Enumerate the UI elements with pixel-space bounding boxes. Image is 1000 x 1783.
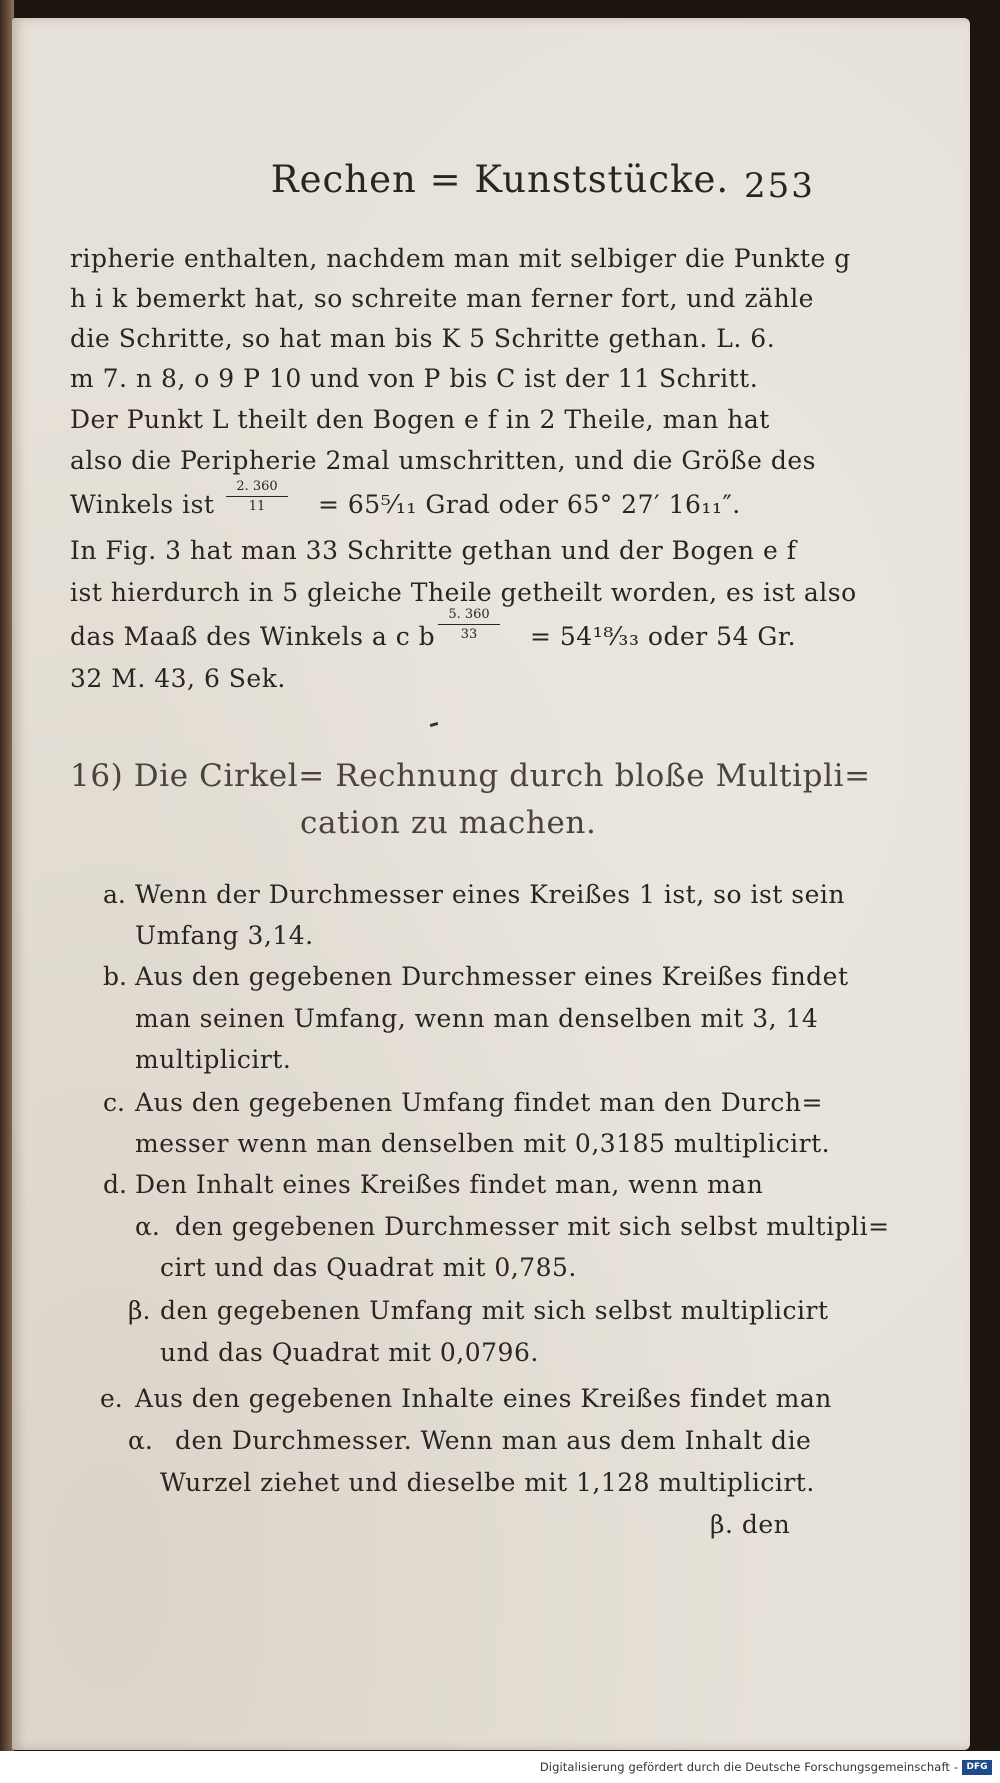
list-item-line: den Durchmesser. Wenn man aus dem Inhalt die <box>175 1426 812 1455</box>
list-item-line: multiplicirt. <box>135 1045 292 1074</box>
footer-credit: Digitalisierung gefördert durch die Deutsche Forschungsgemeinschaft - <box>539 1760 958 1774</box>
paragraph-line: die Schritte, so hat man bis K 5 Schritte gethan. L. 6. <box>70 324 776 353</box>
list-item-line: Aus den gegebenen Umfang findet man den Durch= <box>135 1088 823 1117</box>
list-item-line: messer wenn man denselben mit 0,3185 multiplicirt. <box>135 1129 831 1158</box>
list-marker: a. <box>103 880 126 909</box>
list-item-line: und das Quadrat mit 0,0796. <box>160 1338 539 1367</box>
paragraph-line: = 54¹⁸⁄₃₃ oder 54 Gr. <box>530 622 797 651</box>
paragraph-line: ripherie enthalten, nachdem man mit selbiger die Punkte g <box>70 244 851 273</box>
list-marker: c. <box>103 1088 125 1117</box>
list-marker: b. <box>103 962 127 991</box>
list-item-line: Wurzel ziehet und dieselbe mit 1,128 multiplicirt. <box>160 1468 815 1497</box>
paragraph-line: In Fig. 3 hat man 33 Schritte gethan und der Bogen e f <box>70 536 797 565</box>
dfg-logo: DFG <box>962 1760 992 1775</box>
list-marker: α. <box>135 1212 160 1241</box>
fraction-numerator: 2. 360 <box>236 479 278 494</box>
fraction-expression <box>438 608 500 642</box>
paragraph-line: also die Peripherie 2mal umschritten, und die Größe des <box>70 446 816 475</box>
fraction-bar <box>438 624 500 625</box>
paragraph-line: ist hierdurch in 5 gleiche Theile getheilt worden, es ist also <box>70 578 857 607</box>
list-marker: β. <box>128 1296 151 1325</box>
list-item-line: den gegebenen Durchmesser mit sich selbst multipli= <box>175 1212 890 1241</box>
list-item-line: den gegebenen Umfang mit sich selbst multiplicirt <box>160 1296 829 1325</box>
list-item-line: cirt und das Quadrat mit 0,785. <box>160 1253 577 1282</box>
fraction-expression <box>226 480 288 514</box>
list-item-line: Wenn der Durchmesser eines Kreißes 1 ist, so ist sein <box>135 880 845 909</box>
paragraph-line: m 7. n 8, o 9 P 10 und von P bis C ist der 11 Schritt. <box>70 364 759 393</box>
paragraph-line: = 65⁵⁄₁₁ Grad oder 65° 27′ 16₁₁″. <box>318 490 741 519</box>
paragraph-line: Der Punkt L theilt den Bogen e f in 2 Theile, man hat <box>70 405 770 434</box>
paragraph-line: Winkels ist <box>70 490 215 519</box>
section-heading: 16) Die Cirkel= Rechnung durch bloße Multipli= <box>70 758 871 794</box>
list-marker: α. <box>128 1426 153 1455</box>
page-number: 253 <box>744 166 815 206</box>
list-marker: e. <box>100 1384 123 1413</box>
paragraph-line: h i k bemerkt hat, so schreite man ferner fort, und zähle <box>70 284 814 313</box>
paragraph-line: das Maaß des Winkels a c b <box>70 622 436 651</box>
fraction-denominator: 11 <box>248 499 266 514</box>
catchword: β. den <box>710 1510 791 1539</box>
list-item-line: Umfang 3,14. <box>135 921 314 950</box>
list-item-line: Den Inhalt eines Kreißes findet man, wenn man <box>135 1170 764 1199</box>
list-item-line: man seinen Umfang, wenn man denselben mit 3, 14 <box>135 1004 819 1033</box>
fraction-denominator: 33 <box>460 627 478 642</box>
list-item-line: Aus den gegebenen Inhalte eines Kreißes findet man <box>135 1384 832 1413</box>
running-title: Rechen = Kunststücke. <box>270 158 730 201</box>
section-heading-continued: cation zu machen. <box>300 805 597 841</box>
paragraph-line: 32 M. 43, 6 Sek. <box>70 664 286 693</box>
list-marker: d. <box>103 1170 127 1199</box>
fraction-bar <box>226 496 288 497</box>
fraction-numerator: 5. 360 <box>448 607 490 622</box>
list-item-line: Aus den gegebenen Durchmesser eines Kreißes findet <box>135 962 849 991</box>
